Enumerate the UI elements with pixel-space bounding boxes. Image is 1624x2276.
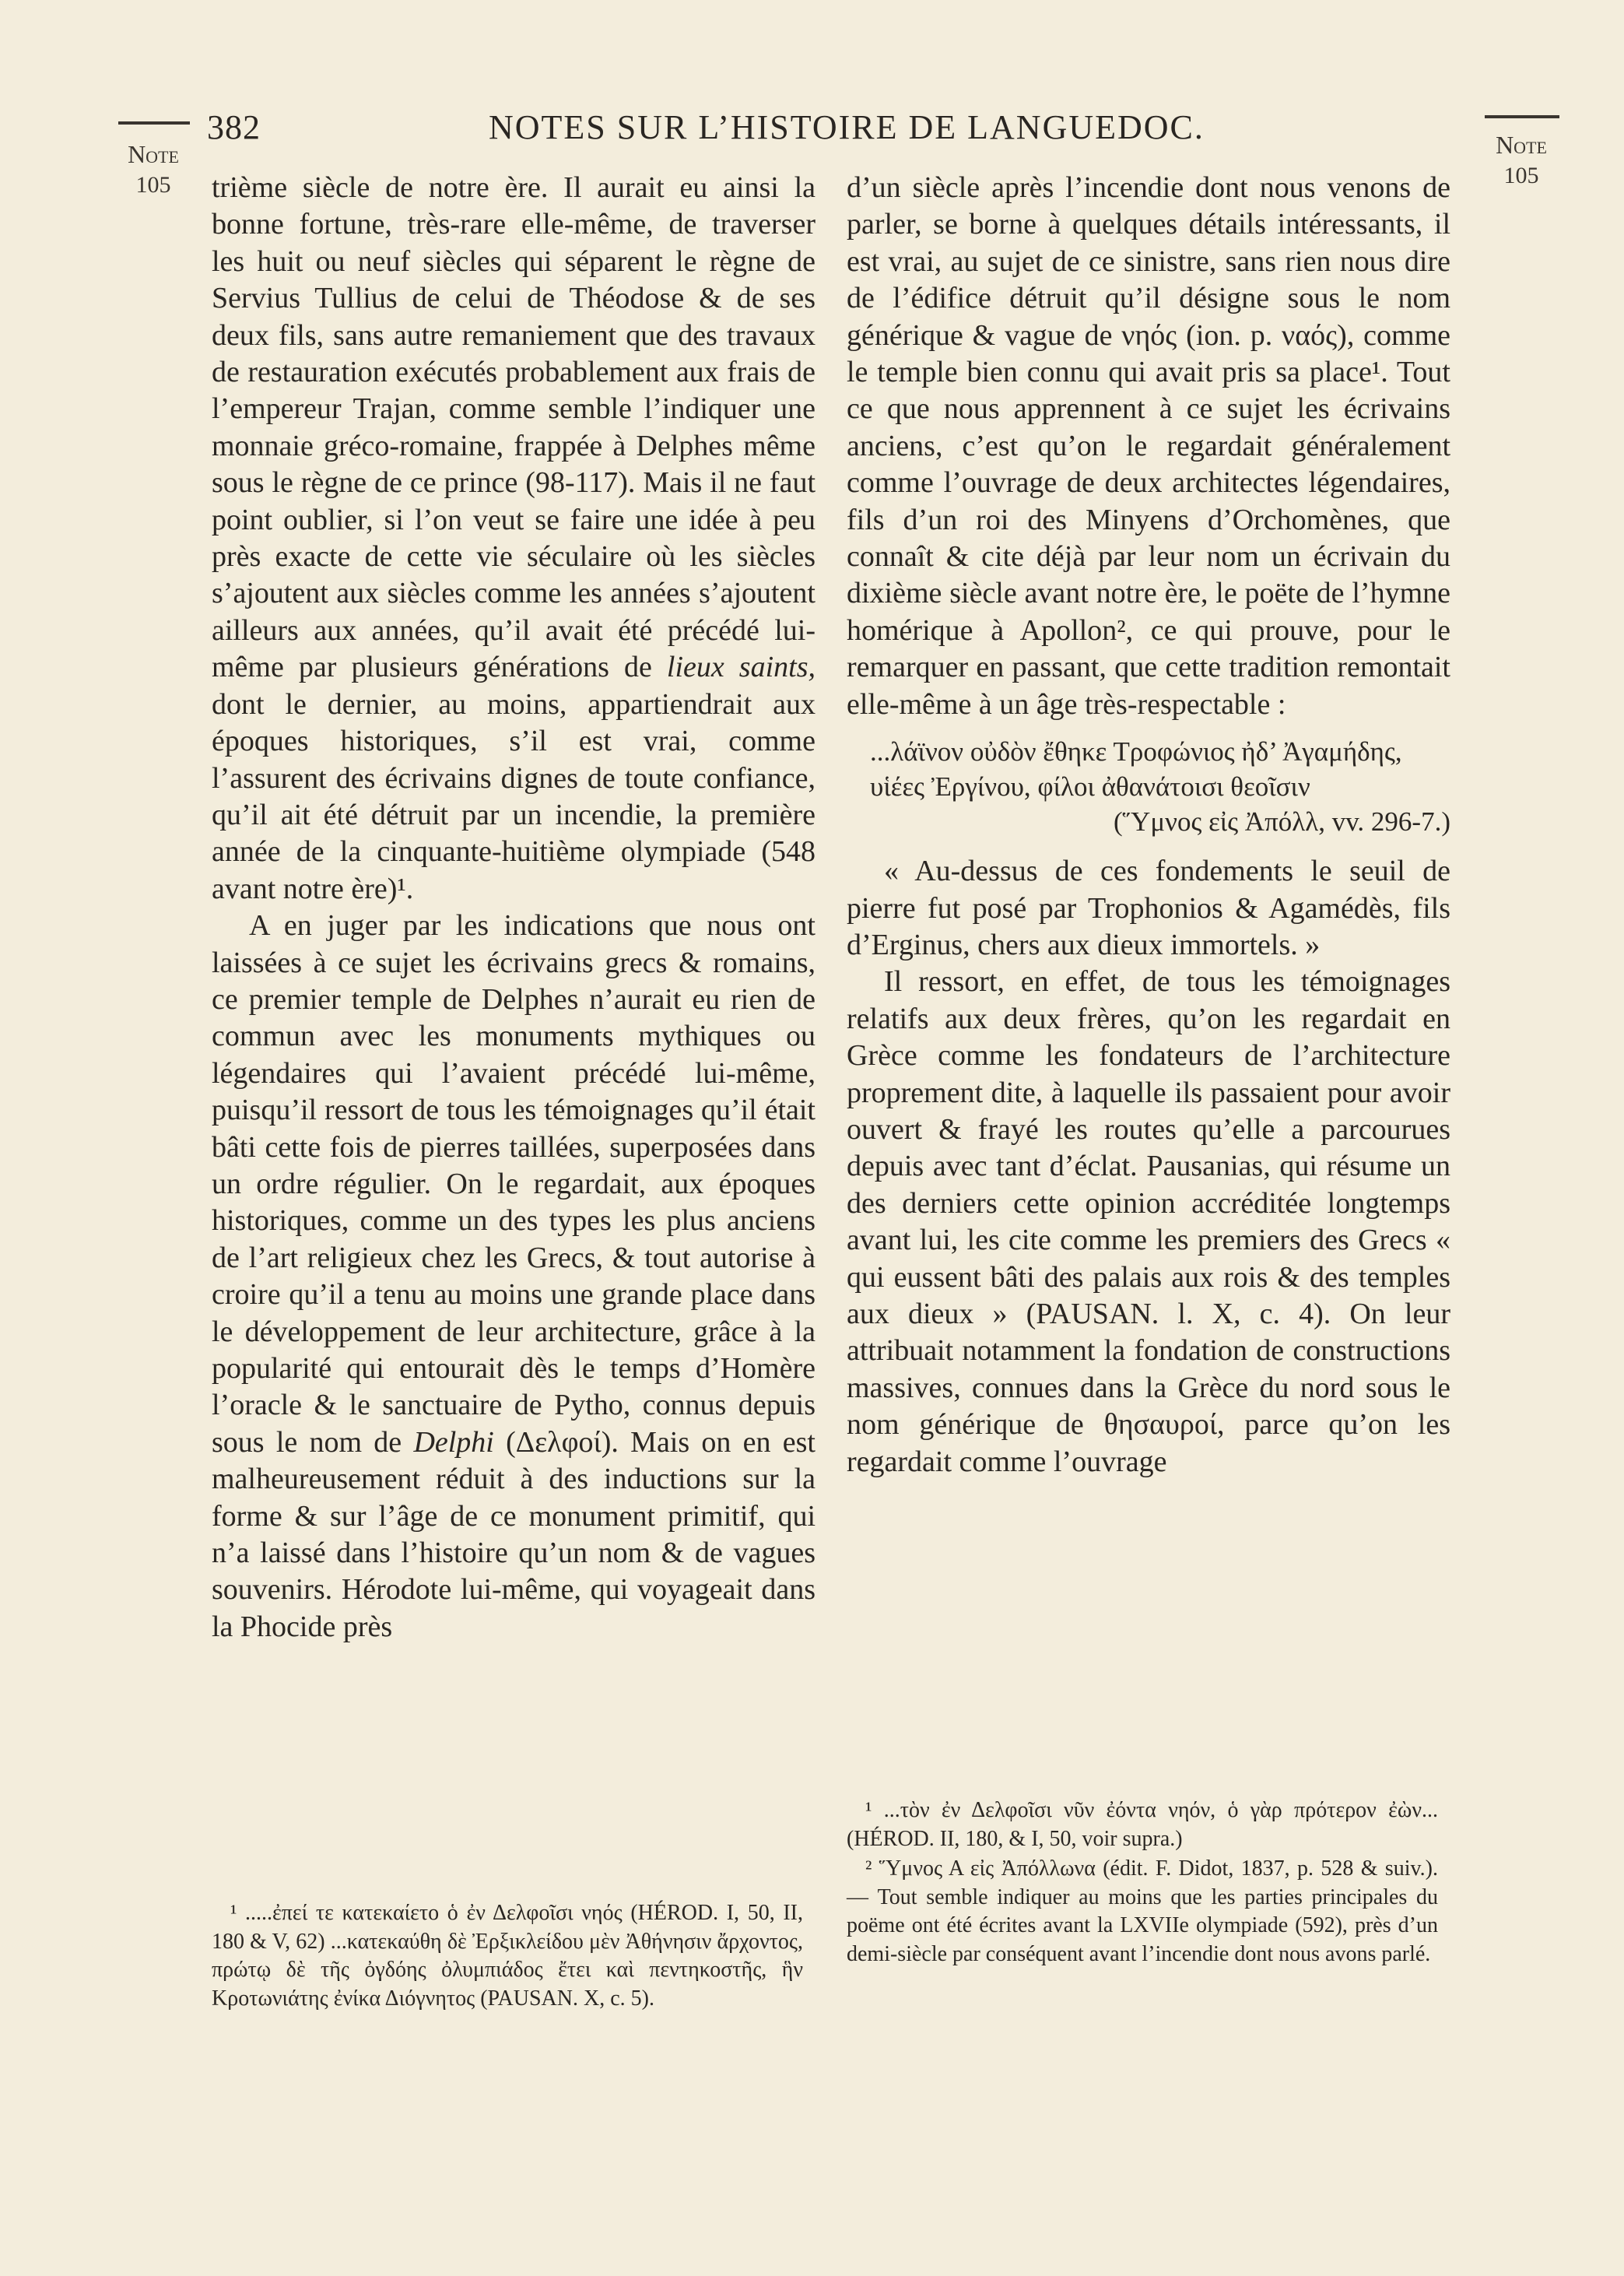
page-number: 382 (207, 108, 261, 146)
margin-note-label: Note (1496, 131, 1547, 159)
margin-note-number: 105 (1503, 163, 1539, 188)
footnote: ² Ὕμνος Α εἰς Ἀπόλλωνα (édit. F. Didot, 1837, p. 528 & suiv.). — Tout semble indiquer au moins que les parties principales du poëme ont été écrites avant la LXVIIe olympiade (592), près d’un demi-siècle par conséquent avant l’incendie dont nous avons parlé. (847, 1856, 1438, 1966)
paragraph: Il ressort, en effet, de tous les témoignages relatifs aux deux frères, qu’on les regardait en Grèce comme les fondateurs de l’architecture proprement dite, à laquelle ils passaient pour avoir ouvert & frayé les routes qu’elle a parcourues depuis avec tant d’éclat. Pausanias, qui résume un des derniers cette opinion accréditée longtemps avant lui, les cite comme les premiers des Grecs « qui eussent bâti des palais aux rois & des temples aux dieux » (PAUSAN. l. X, c. 4). On leur attribuait notamment la fondation de constructions massives, connues dans la Grèce du nord sous le nom générique de θησαυροί, parce qu’on les regardait comme l’ouvrage (847, 965, 1450, 1478)
left-column (212, 170, 816, 1646)
footnote: ¹ .....ἐπεί τε κατεκαίετο ὁ ἐν Δελφοῖσι νηός (HÉROD. I, 50, II, 180 & V, 62) ...κατεκαύθη δὲ Ἐρξικλείδου μὲν Ἀθήνησιν ἄρχοντος, πρώτῳ δὲ τῆς ὀγδόης ὀλυμπιάδος ἔτει καὶ πεντηκοστῆς, ἣν Κροτωνιάτης ἐνίκα Διόγνητος (PAUSAN. X, c. 5). (212, 1901, 803, 2011)
verse-line: υἱέες Ἐργίνου, φίλοι ἀθανάτοισι θεοῖσιν (870, 771, 1310, 803)
footnotes-left (212, 1899, 803, 2014)
running-head: NOTES SUR L’HISTOIRE DE LANGUEDOC. (489, 108, 1205, 146)
margin-note-left (110, 139, 196, 201)
right-column (847, 170, 1450, 1480)
footnote: ¹ ...τὸν ἐν Δελφοῖσι νῦν ἐόντα νηόν, ὁ γὰρ πρότερον ἐὼν... (HÉROD. II, 180, & I, 50, voir supra.) (847, 1798, 1438, 1851)
verse-source: (Ὕμνος εἰς Ἀπόλλ, vv. 296-7.) (1114, 806, 1450, 838)
header-rule-right (1485, 115, 1559, 118)
footnotes-right (847, 1797, 1438, 1970)
verse-line: ...λάϊνον οὐδὸν ἔθηκε Τροφώνιος ἠδ’ Ἀγαμήδης, (870, 736, 1402, 767)
margin-note-right (1478, 129, 1564, 191)
paragraph: « Au-dessus de ces fondements le seuil de pierre fut posé par Trophonios & Agamédès, fils d’Erginus, chers aux dieux immortels. » (847, 855, 1450, 961)
margin-note-number: 105 (135, 172, 171, 198)
paragraph: A en juger par les indications que nous ont laissées à ce sujet les écrivains grecs & romains, ce premier temple de Delphes n’aurait eu rien de commun avec les monuments mythiques ou légendaires qui l’avaient précédé lui-même, puisqu’il ressort de tous les témoignages qu’il était bâti cette fois de pierres taillées, superposées dans un ordre régulier. On le regardait, aux époques historiques, comme un des types les plus anciens de l’art religieux chez les Grecs, & tout autorise à croire qu’il a tenu au moins une grande place dans le développement de leur architecture, grâce à la popularité qui entourait dès le temps d’Homère l’oracle & le sanctuaire de Pytho, connus depuis sous le nom de Delphi (Δελφοί). Mais on en est malheureusement réduit à des inductions sur la forme & sur l’âge de ce monument primitif, qui n’a laissé dans l’histoire qu’un nom & de vagues souvenirs. Hérodote lui-même, qui voyageait dans la Phocide près (212, 909, 816, 1643)
margin-note-label: Note (128, 140, 179, 168)
paragraph: trième siècle de notre ère. Il aurait eu ainsi la bonne fortune, très-rare elle-même, de traverser les huit ou neuf siècles qui séparent le règne de Servius Tullius de celui de Théodose & de ses deux fils, sans autre remaniement que des travaux de restauration exécutés probablement aux frais de l’empereur Trajan, comme semble l’indiquer une monnaie gréco-romaine, frappée à Delphes même sous le règne de ce prince (98-117). Mais il ne faut point oublier, si l’on veut se faire une idée à peu près exacte de cette vie séculaire où les siècles s’ajoutent aux siècles comme les années s’ajoutent ailleurs aux années, qu’il avait été précédé lui-même par plusieurs générations de lieux saints, dont le dernier, au moins, appartiendrait aux époques historiques, s’il est vrai, comme l’assurent des écrivains dignes de toute confiance, qu’il ait été détruit par un incendie, la première année de la cinquante-huitième olympiade (548 avant notre ère)¹. (212, 171, 816, 905)
header-rule-left (118, 121, 190, 125)
italic-text: lieux saints, (666, 651, 816, 684)
italic-text: Delphi (413, 1425, 494, 1459)
paragraph: d’un siècle après l’incendie dont nous venons de parler, se borne à quelques détails intéressants, il est vrai, au sujet de ce sinistre, sans rien nous dire de l’édifice détruit qu’il désigne sous le nom générique & vague de νηός (ion. p. ναός), comme le temple bien connu qui avait pris sa place¹. Tout ce que nous apprennent à ce sujet les écrivains anciens, c’est qu’on le regardait généralement comme l’ouvrage de deux architectes légendaires, fils d’un roi des Minyens d’Orchomènes, que connaît & cite déjà par leur nom un écrivain du dixième siècle avant notre ère, le poëte de l’hymne homérique à Apollon², ce qui prouve, pour le remarquer en passant, que cette tradition remontait elle-même à un âge très-respectable : (847, 171, 1450, 721)
verse-quotation (870, 734, 1450, 839)
